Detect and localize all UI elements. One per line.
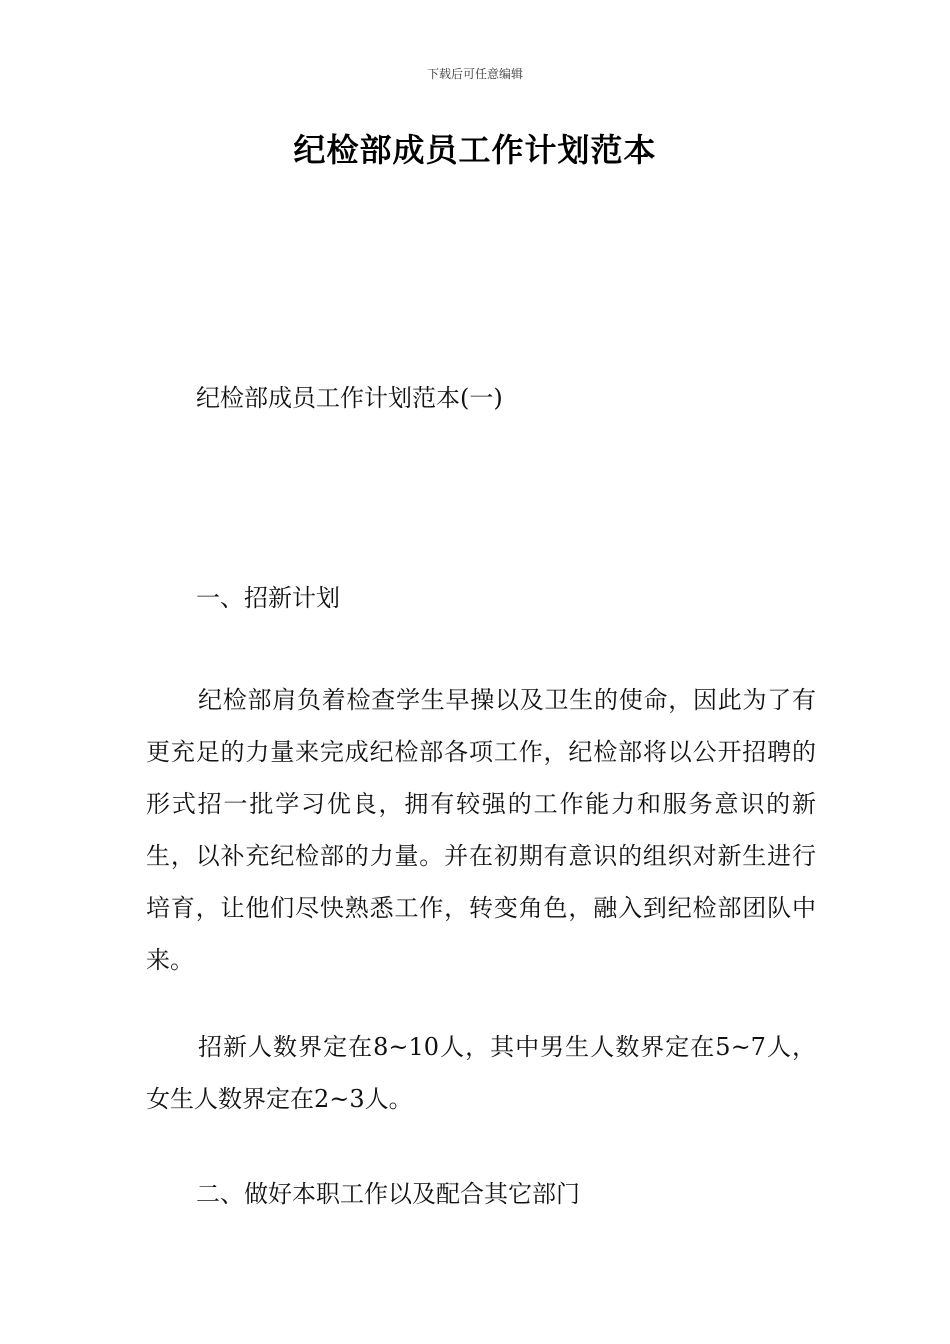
recruitment-paragraph: 纪检部肩负着检查学生早操以及卫生的使命，因此为了有更充足的力量来完成纪检部各项工作，纪检部将以公开招聘的形式招一批学习优良，拥有较强的工作能力和服务意识的新生，以补充纪检部的力量。并在初期有意识的组织对新生进行培育，让他们尽快熟悉工作，转变角色，融入到纪检部团队中来。	[146, 686, 816, 974]
section-heading-recruitment: 一、招新计划	[196, 584, 340, 612]
recruitment-numbers-paragraph: 招新人数界定在8~10人，其中男生人数界定在5~7人，女生人数界定在2~3人。	[146, 1033, 816, 1113]
section-subtitle: 纪检部成员工作计划范本(一)	[196, 384, 503, 412]
document-title: 纪检部成员工作计划范本	[293, 131, 657, 169]
header-note: 下载后可任意编辑	[426, 67, 523, 81]
section-heading-duties: 二、做好本职工作以及配合其它部门	[196, 1180, 580, 1208]
